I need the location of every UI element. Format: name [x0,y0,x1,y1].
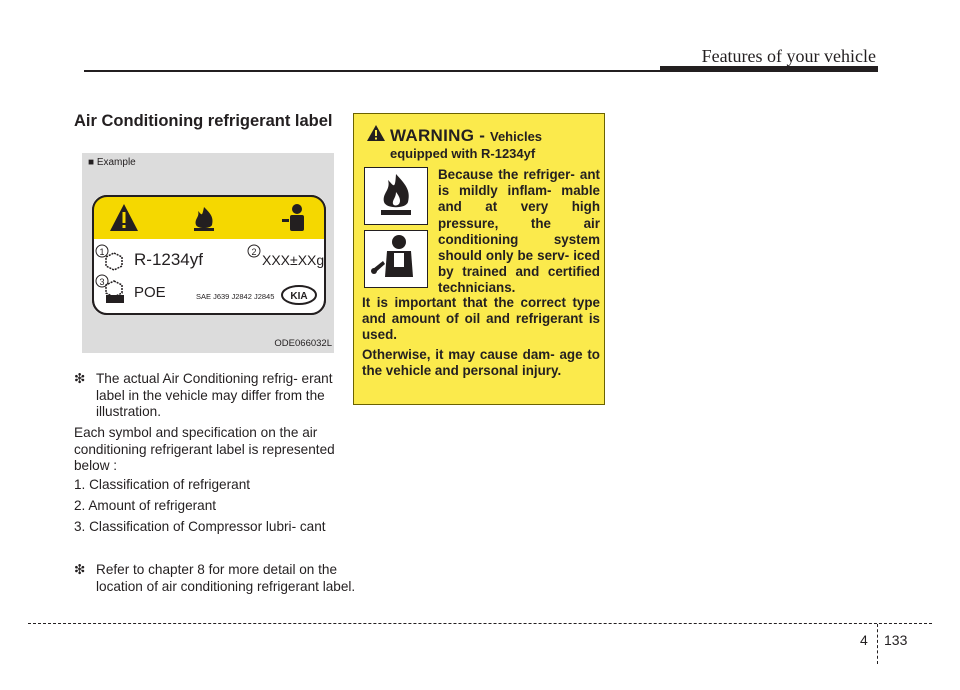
page-number: 133 [884,632,908,648]
label-number-2: 2 [251,247,257,257]
warning-text-damage: Otherwise, it may cause dam- age to the vehicle and personal injury. [362,347,600,379]
label-refrigerant-type: R-1234yf [134,250,203,269]
label-standards: SAE J639 J2842 J2845 [196,292,275,301]
flame-icon [365,168,427,224]
refrigerant-label-card [92,195,326,315]
warning-subtitle: equipped with R-1234yf [390,146,536,161]
note-mark: ❇ [74,562,86,577]
header-rule-accent [660,66,878,71]
warning-title: WARNING - Vehicles [390,126,543,145]
example-tag: ■ Example [88,157,136,168]
chapter-number: 4 [860,632,868,648]
warning-title-small: Vehicles [489,129,543,144]
note-mark: ❇ [74,371,86,386]
section-heading: Air Conditioning refrigerant label [74,112,333,130]
note-text: Refer to chapter 8 for more detail on the location of air conditioning refrigerant label. [96,562,356,594]
label-number-3: 3 [99,277,105,287]
figure-code: ODE066032L [274,338,332,349]
note-refer-chapter [74,562,358,595]
label-refrigerant-amount: XXX±XXg [262,252,325,268]
list-item: 3. Classification of Compressor lubri- cant [74,519,326,534]
label-figure [82,153,334,353]
warning-box [353,113,605,405]
kia-logo: KIA [290,291,308,302]
header-title: Features of your vehicle [701,46,876,66]
warning-triangle-icon [366,124,386,142]
list-item: 2. Amount of refrigerant [74,498,217,513]
technician-icon [365,231,427,287]
refrigerant-label-graphic [92,195,326,315]
warning-text-correct-oil: It is important that the correct type and amount of oil and refrigerant is used. [362,295,600,343]
footer-divider [877,624,878,664]
list-item: 1. Classification of refrigerant [74,477,251,492]
warning-text-service: Because the refriger- ant is mildly inflam- mable and at very high pressure, the air conditioning system should only be serv- iced by trained and certified technicians. [438,167,600,296]
footer-rule [28,623,932,624]
technician-symbol [364,230,428,288]
note-text: The actual Air Conditioning refrig- erant label in the vehicle may differ from the illustration. [96,371,333,419]
label-number-1: 1 [99,247,105,257]
label-oil-type: POE [134,284,166,301]
note-label-may-differ [74,371,358,421]
intro-paragraph: Each symbol and specification on the air conditioning refrigerant label is represented below : [74,425,335,473]
flammable-symbol [364,167,428,225]
